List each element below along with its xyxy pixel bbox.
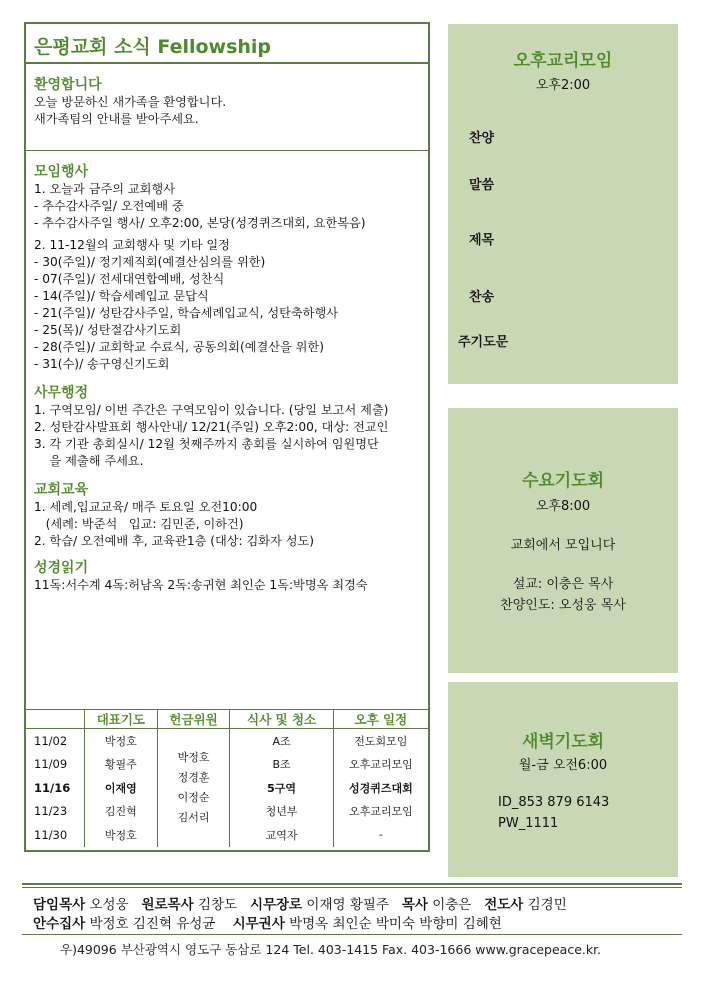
welcome-section — [34, 76, 422, 128]
staff-row-2 — [33, 912, 502, 932]
section-divider — [26, 150, 428, 151]
afternoon-cell: - — [333, 823, 428, 847]
prayer-cell: 박정호 — [85, 823, 158, 847]
staff-names: 김경민 — [527, 897, 567, 913]
meal-cell: A조 — [230, 729, 333, 753]
bible-heading: 성경읽기 — [34, 560, 89, 576]
prayer-cell: 박정호 — [85, 729, 158, 753]
wednesday-prayer-place: 교회에서 모입니다 — [510, 538, 616, 553]
staff-names: 김창도 — [197, 897, 238, 913]
events-line: - 31(수)/ 송구영신기도회 — [34, 357, 170, 371]
events-line: 1. 오늘과 금주의 교회행사 — [34, 182, 175, 196]
events-line: - 추수감사주일 행사/ 오후2:00, 본당(성경퀴즈대회, 요한복음) — [34, 216, 366, 230]
welcome-line: 오늘 방문하신 새가족을 환영합니다. — [34, 95, 227, 109]
staff-role: 담임목사 — [33, 897, 86, 913]
wednesday-prayer-panel — [448, 408, 678, 673]
staff-names: 박정호 김진혁 유성균 — [89, 916, 216, 932]
afternoon-cell: 전도회모임 — [333, 729, 428, 753]
date-cell: 11/23 — [34, 804, 68, 819]
table-header: 대표기도 — [85, 710, 158, 729]
meal-cell: 청년부 — [230, 800, 333, 824]
admin-section — [34, 384, 422, 470]
staff-row-1 — [33, 893, 567, 913]
date-cell: 11/16 — [34, 780, 71, 795]
bible-line: 11독:서수계 4독:허남옥 2독:송귀현 최인순 1독:박명옥 최경숙 — [34, 578, 368, 592]
dawn-prayer-panel — [448, 682, 678, 877]
prayer-cell: 황필주 — [85, 753, 158, 777]
staff-role: 원로목사 — [141, 897, 194, 913]
dawn-prayer-time: 월-금 오전6:00 — [518, 758, 608, 773]
table-header: 헌금위원 — [157, 710, 230, 729]
afternoon-meeting-time: 오후2:00 — [535, 78, 591, 93]
table-row — [26, 729, 428, 753]
bible-reading-section — [34, 559, 422, 594]
events-heading: 모임행사 — [34, 164, 89, 180]
staff-role: 목사 — [401, 897, 428, 913]
admin-line: 2. 성탄감사발표회 행사안내/ 12/21(주일) 오후2:00, 대상: 전교인 — [34, 420, 389, 434]
events-line: - 28(주일)/ 교회학교 수료식, 공동의회(예결산을 위한) — [34, 340, 324, 354]
afternoon-cell: 오후교리모임 — [333, 753, 428, 777]
date-cell: 11/02 — [34, 733, 68, 748]
events-line: - 30(주일)/ 정기제직회(예결산심의를 위한) — [34, 255, 266, 269]
order-item: 말씀 — [469, 178, 495, 193]
table-header: 오후 일정 — [333, 710, 428, 729]
events-line: - 21(주일)/ 성탄감사주일, 학습세례입교식, 성탄축하행사 — [34, 306, 339, 320]
dawn-prayer-title: 새벽기도회 — [521, 732, 605, 752]
service-schedule-table — [26, 709, 428, 847]
afternoon-cell: 성경퀴즈대회 — [333, 776, 428, 800]
wednesday-prayer-title: 수요기도회 — [521, 471, 605, 491]
meal-cell: 교역자 — [230, 823, 333, 847]
wednesday-prayer-time: 오후8:00 — [535, 499, 591, 514]
footer-divider — [22, 887, 682, 888]
date-cell: 11/30 — [34, 827, 68, 842]
events-line: 2. 11-12월의 교회행사 및 기타 일정 — [34, 238, 230, 252]
staff-role: 시무권사 — [232, 916, 285, 932]
offering-name: 정경훈 — [177, 770, 210, 784]
afternoon-cell: 오후교리모임 — [333, 800, 428, 824]
meeting-id: ID_853 879 6143 — [498, 795, 610, 810]
welcome-heading: 환영합니다 — [34, 77, 102, 93]
offering-cell — [157, 729, 230, 847]
events-line: - 25(목)/ 성탄절감사기도회 — [34, 323, 182, 337]
admin-line: 을 제출해 주세요. — [34, 454, 144, 468]
prayer-cell: 이재영 — [85, 776, 158, 800]
education-line: 2. 학습/ 오전예배 후, 교육관1층 (대상: 김화자 성도) — [34, 534, 315, 548]
afternoon-meeting-panel — [448, 24, 678, 384]
wednesday-prayer-leader: 찬양인도: 오성웅 목사 — [500, 598, 626, 613]
events-line: - 07(주일)/ 전세대연합예배, 성찬식 — [34, 272, 225, 286]
admin-heading: 사무행정 — [34, 385, 89, 401]
prayer-cell: 김진혁 — [85, 800, 158, 824]
staff-names: 오성웅 — [89, 897, 129, 913]
order-item: 주기도문 — [458, 335, 509, 350]
afternoon-meeting-title: 오후교리모임 — [513, 51, 613, 71]
meal-cell: 5구역 — [230, 776, 333, 800]
offering-name: 박정호 — [177, 750, 210, 764]
page-title: 은평교회 소식 Fellowship — [26, 24, 428, 64]
events-section — [34, 163, 422, 373]
education-heading: 교회교육 — [34, 482, 89, 498]
staff-names: 박명옥 최인순 박미숙 박향미 김혜현 — [289, 916, 502, 932]
date-cell: 11/09 — [34, 757, 68, 772]
staff-names: 이재영 황필주 — [306, 897, 389, 913]
footer-divider — [22, 934, 682, 935]
news-box — [24, 22, 430, 852]
education-section — [34, 481, 422, 550]
footer-divider — [22, 883, 682, 885]
staff-role: 시무장로 — [249, 897, 303, 913]
staff-names: 이충은 — [432, 897, 472, 913]
order-item: 제목 — [469, 233, 495, 248]
events-line: - 추수감사주일/ 오전예배 중 — [34, 199, 184, 213]
welcome-line: 새가족팀의 안내를 받아주세요. — [34, 112, 199, 126]
meeting-password: PW_1111 — [498, 816, 559, 831]
offering-name: 이정순 — [177, 790, 210, 804]
church-address: 우)49096 부산광역시 영도구 동삼로 124 Tel. 403-1415 Fax. 403-1666 www.gracepeace.kr. — [60, 942, 602, 957]
education-line: (세례: 박준석 입교: 김민준, 이하건) — [34, 517, 244, 531]
meal-cell: B조 — [230, 753, 333, 777]
offering-name: 김서리 — [177, 810, 210, 824]
events-line: - 14(주일)/ 학습세례입교 문답식 — [34, 289, 209, 303]
admin-line: 3. 각 기관 총회실시/ 12월 첫째주까지 총회를 실시하여 임원명단 — [34, 437, 379, 451]
wednesday-prayer-preacher: 설교: 이충은 목사 — [512, 577, 614, 592]
table-header: 식사 및 청소 — [230, 710, 333, 729]
order-item: 찬양 — [469, 131, 495, 146]
admin-line: 1. 구역모임/ 이번 주간은 구역모임이 있습니다. (당일 보고서 제출) — [34, 403, 389, 417]
education-line: 1. 세례,입교교육/ 매주 토요일 오전10:00 — [34, 500, 258, 514]
staff-role: 안수집사 — [33, 916, 86, 932]
staff-role: 전도사 — [484, 897, 524, 913]
order-item: 찬송 — [469, 290, 495, 305]
